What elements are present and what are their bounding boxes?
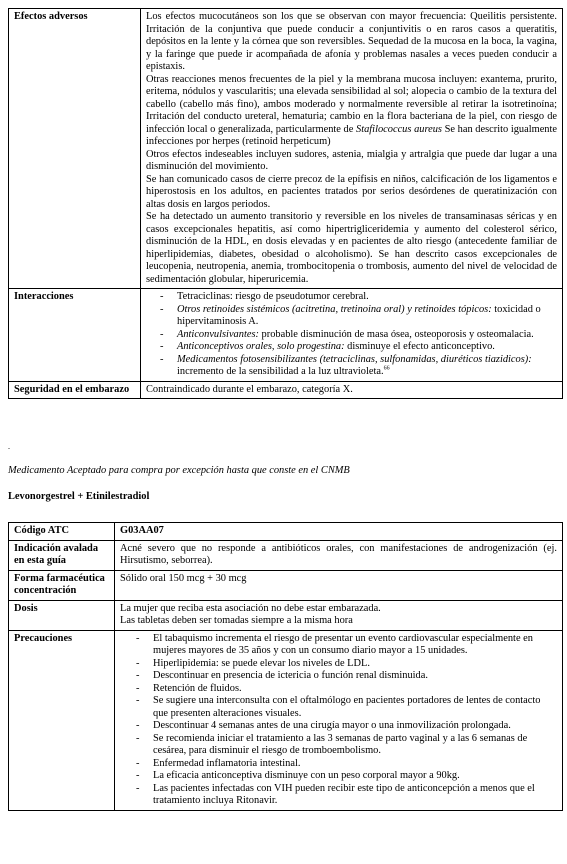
- row-label-indicacion: Indicación avalada en esta guía: [9, 540, 115, 570]
- table-row: [9, 381, 563, 399]
- list-item: - El tabaquismo incrementa el riesgo de presentar un evento cardiovascular especialmente en mujeres mayores de 35 años y con un consumo diario mayor a 15 unidades.: [136, 633, 557, 658]
- organism-name: Stafilococcus aureus: [356, 123, 442, 135]
- precauciones-content: [115, 630, 563, 810]
- dosis-content: [115, 600, 563, 630]
- list-item: - La eficacia anticonceptiva disminuye con un peso corporal mayor a 90kg.: [136, 770, 557, 783]
- dosis-line-1: La mujer que reciba esta asociación no debe estar embarazada.: [120, 602, 381, 614]
- row-label-dosis: Dosis: [9, 600, 115, 630]
- list-item: - Descontinuar 4 semanas antes de una cirugía mayor o una inmovilización prolongada.: [136, 720, 557, 733]
- precauciones-list: [120, 633, 557, 808]
- efectos-paragraph-3: Otros efectos indeseables incluyen sudores, astenia, mialgia y artralgia que puede dar lugar a una disminución del movimiento.: [146, 148, 557, 172]
- row-label-seguridad: Seguridad en el embarazo: [9, 381, 141, 399]
- reference-superscript: 66: [383, 365, 390, 372]
- indicacion-value: Acné severo que no responde a antibióticos orales, con manifestaciones de androgenización (ej. Hirsutismo, seborrea).: [115, 540, 563, 570]
- list-item: - Medicamentos fotosensibilizantes (tetraciclinas, sulfonamidas, diuréticos tiazidicos): incremento de la sensibilidad a la luz ultravioleta.$^{66}$: [160, 354, 557, 379]
- table-row: [9, 630, 563, 810]
- table-row: [9, 600, 563, 630]
- list-item: - Tetraciclinas: riesgo de pseudotumor cerebral.: [160, 291, 557, 304]
- list-item: - Hiperlipidemia: se puede elevar los niveles de LDL.: [136, 658, 557, 671]
- efectos-paragraph-5: Se ha detectado un aumento transitorio y reversible en los niveles de transaminasas séricas y en casos excepcionales hepatitis, así como hipertrigliceridemia y aumento del colesterol sérico, disminución de la HDL, en dosis elevadas y en pacientes de alto riesgo (antecedente familiar de hiperlipidemias, diabetes, obesidad o alcoholismo). Se han descrito casos excepcionales de leucopenia, neutropenia, anemia, trombocitopenia o trombosis, aumento del nivel de velocidad de sedimentación globular, hiperuricemia.: [146, 211, 557, 285]
- list-item: - Anticonvulsivantes: probable disminución de masa ósea, osteoporosis y osteomalacia.: [160, 329, 557, 342]
- cnmb-note: Medicamento Aceptado para compra por excepción hasta que conste en el CNMB: [8, 465, 350, 476]
- isotretinoin-info-table: [8, 8, 563, 399]
- atc-code-value: G03AA07: [115, 523, 563, 541]
- row-label-precauciones: Precauciones: [9, 630, 115, 810]
- table-row: [9, 9, 563, 289]
- efectos-content: [141, 9, 563, 289]
- dosis-line-2: Las tabletas deben ser tomadas siempre a la misma hora: [120, 615, 353, 626]
- list-item: - Descontinuar en presencia de ictericia o función renal disminuida.: [136, 670, 557, 683]
- interacciones-list: [146, 291, 557, 379]
- list-item: - Se recomienda iniciar el tratamiento a las 3 semanas de parto vaginal y a las 6 semanas de cesárea, para disminuir el riesgo de tromboembolismo.: [136, 733, 557, 758]
- row-label-forma: Forma farmacéutica concentración: [9, 570, 115, 600]
- levonorgestrel-info-table: [8, 522, 563, 811]
- interacciones-content: [141, 289, 563, 382]
- list-item: - Retención de fluidos.: [136, 683, 557, 696]
- list-item: - Las pacientes infectadas con VIH pueden recibir este tipo de anticoncepción a menos que el tratamiento incluya Ritonavir.: [136, 783, 557, 808]
- table-row: [9, 523, 563, 541]
- list-item: - Otros retinoides sistémicos (acitretina, tretinoina oral) y retinoides tópicos: toxicidad o hipervitaminosis A.: [160, 304, 557, 329]
- efectos-paragraph-4: Se han comunicado casos de cierre precoz de la epífisis en niños, calcificación de los ligamentos e hiperostosis en los adultos, en pacientes tratados por serios desórdenes de queratinización con altas dosis en largos periodos.: [146, 173, 557, 210]
- table-row: [9, 289, 563, 382]
- list-item: - Anticonceptivos orales, solo progestina: disminuye el efecto anticonceptivo.: [160, 341, 557, 354]
- seguridad-value: Contraindicado durante el embarazo, categoría X.: [141, 381, 563, 399]
- drug-title: Levonorgestrel + Etinilestradiol: [8, 491, 150, 502]
- table-row: [9, 540, 563, 570]
- efectos-paragraph-2: Otras reacciones menos frecuentes de la piel y la membrana mucosa incluyen: exantema, prurito, eritema, nódulos y vascularitis; una elevada sensibilidad al sol; alopecia o cambio de la textura del cabello (cabello más fino), ambos moderado y normalmente reversible al retirar la isotretinoína; Irritación del conducto ureteral, hematuria; cambio en la flora bacteriana de la piel, con riesgo de infección local o generalizada, particularmente de Stafilococcus aureus Se han descrito igualmente infecciones por herpes (retinoid herpeticum): [146, 73, 557, 147]
- table-row: [9, 570, 563, 600]
- row-label-atc: Código ATC: [9, 523, 115, 541]
- list-item: - Se sugiere una interconsulta con el oftalmólogo en pacientes portadores de lentes de contacto que presenten alteraciones visuales.: [136, 695, 557, 720]
- forma-value: Sólido oral 150 mcg + 30 mcg: [115, 570, 563, 600]
- stray-dot: .: [8, 442, 10, 451]
- row-label-interacciones: Interacciones: [9, 289, 141, 382]
- row-label-efectos: Efectos adversos: [9, 9, 141, 289]
- list-item: - Enfermedad inflamatoria intestinal.: [136, 758, 557, 771]
- efectos-paragraph-1: Los efectos mucocutáneos son los que se observan con mayor frecuencia: Queilitis persistente. Irritación de la conjuntiva que puede conducir a conjuntivitis o en raros casos a queratitis, depósitos en la lente y la córnea que son reversibles. Sequedad de la mucosa en la boca, la vagina, y la faringe que puede ir acompañada de afonía y problemas nasales a veces pueden conducir a epistaxis.: [146, 11, 557, 72]
